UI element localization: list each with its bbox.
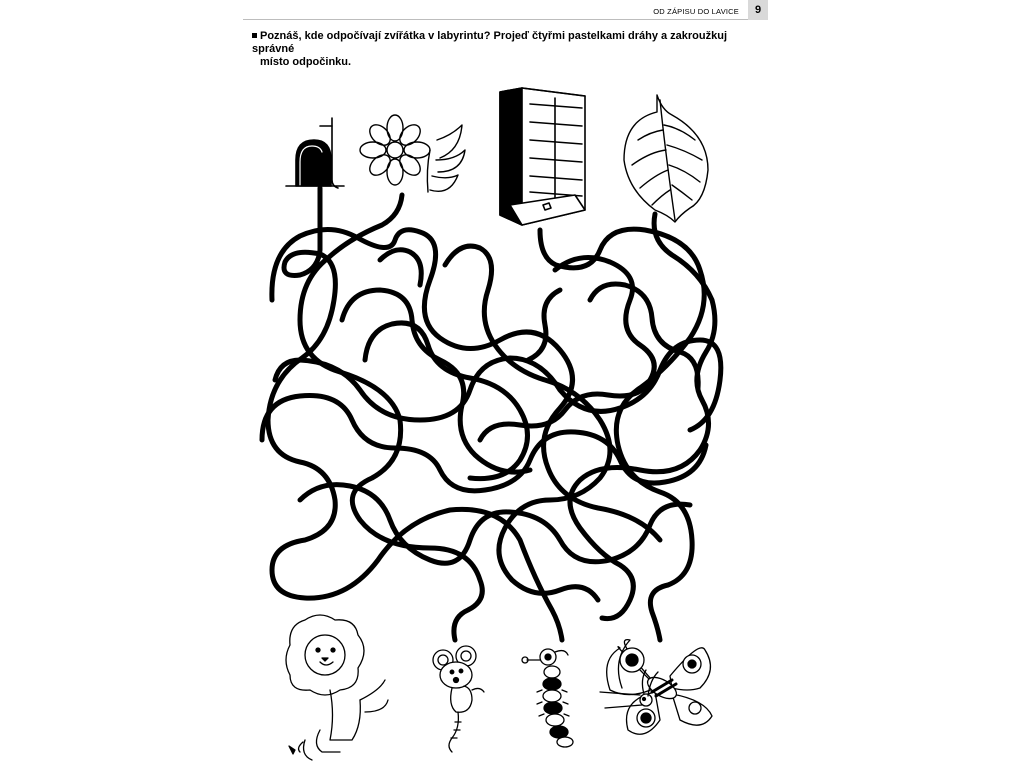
zoo-label: ZOO (480, 126, 502, 170)
caterpillar-icon (522, 649, 573, 747)
mouse-hole-icon (286, 118, 344, 188)
instruction-line-2: místo odpočinku. (260, 56, 352, 68)
butterfly-icon (600, 640, 712, 735)
instruction-line-1: Poznáš, kde odpočívají zvířátka v labyrintu? Projeď čtyřmi pastelkami dráhy a zakroužkuj správné (252, 30, 728, 55)
zoo-building-icon (500, 88, 585, 225)
leaf-icon (624, 95, 708, 222)
page-number: 9 (748, 0, 768, 20)
maze-paths (262, 188, 721, 640)
lion-icon (286, 615, 388, 760)
mouse-icon (433, 646, 484, 752)
section-title: OD ZÁPISU DO LAVICE (653, 7, 739, 16)
flower-and-bananas-icon (360, 115, 465, 192)
